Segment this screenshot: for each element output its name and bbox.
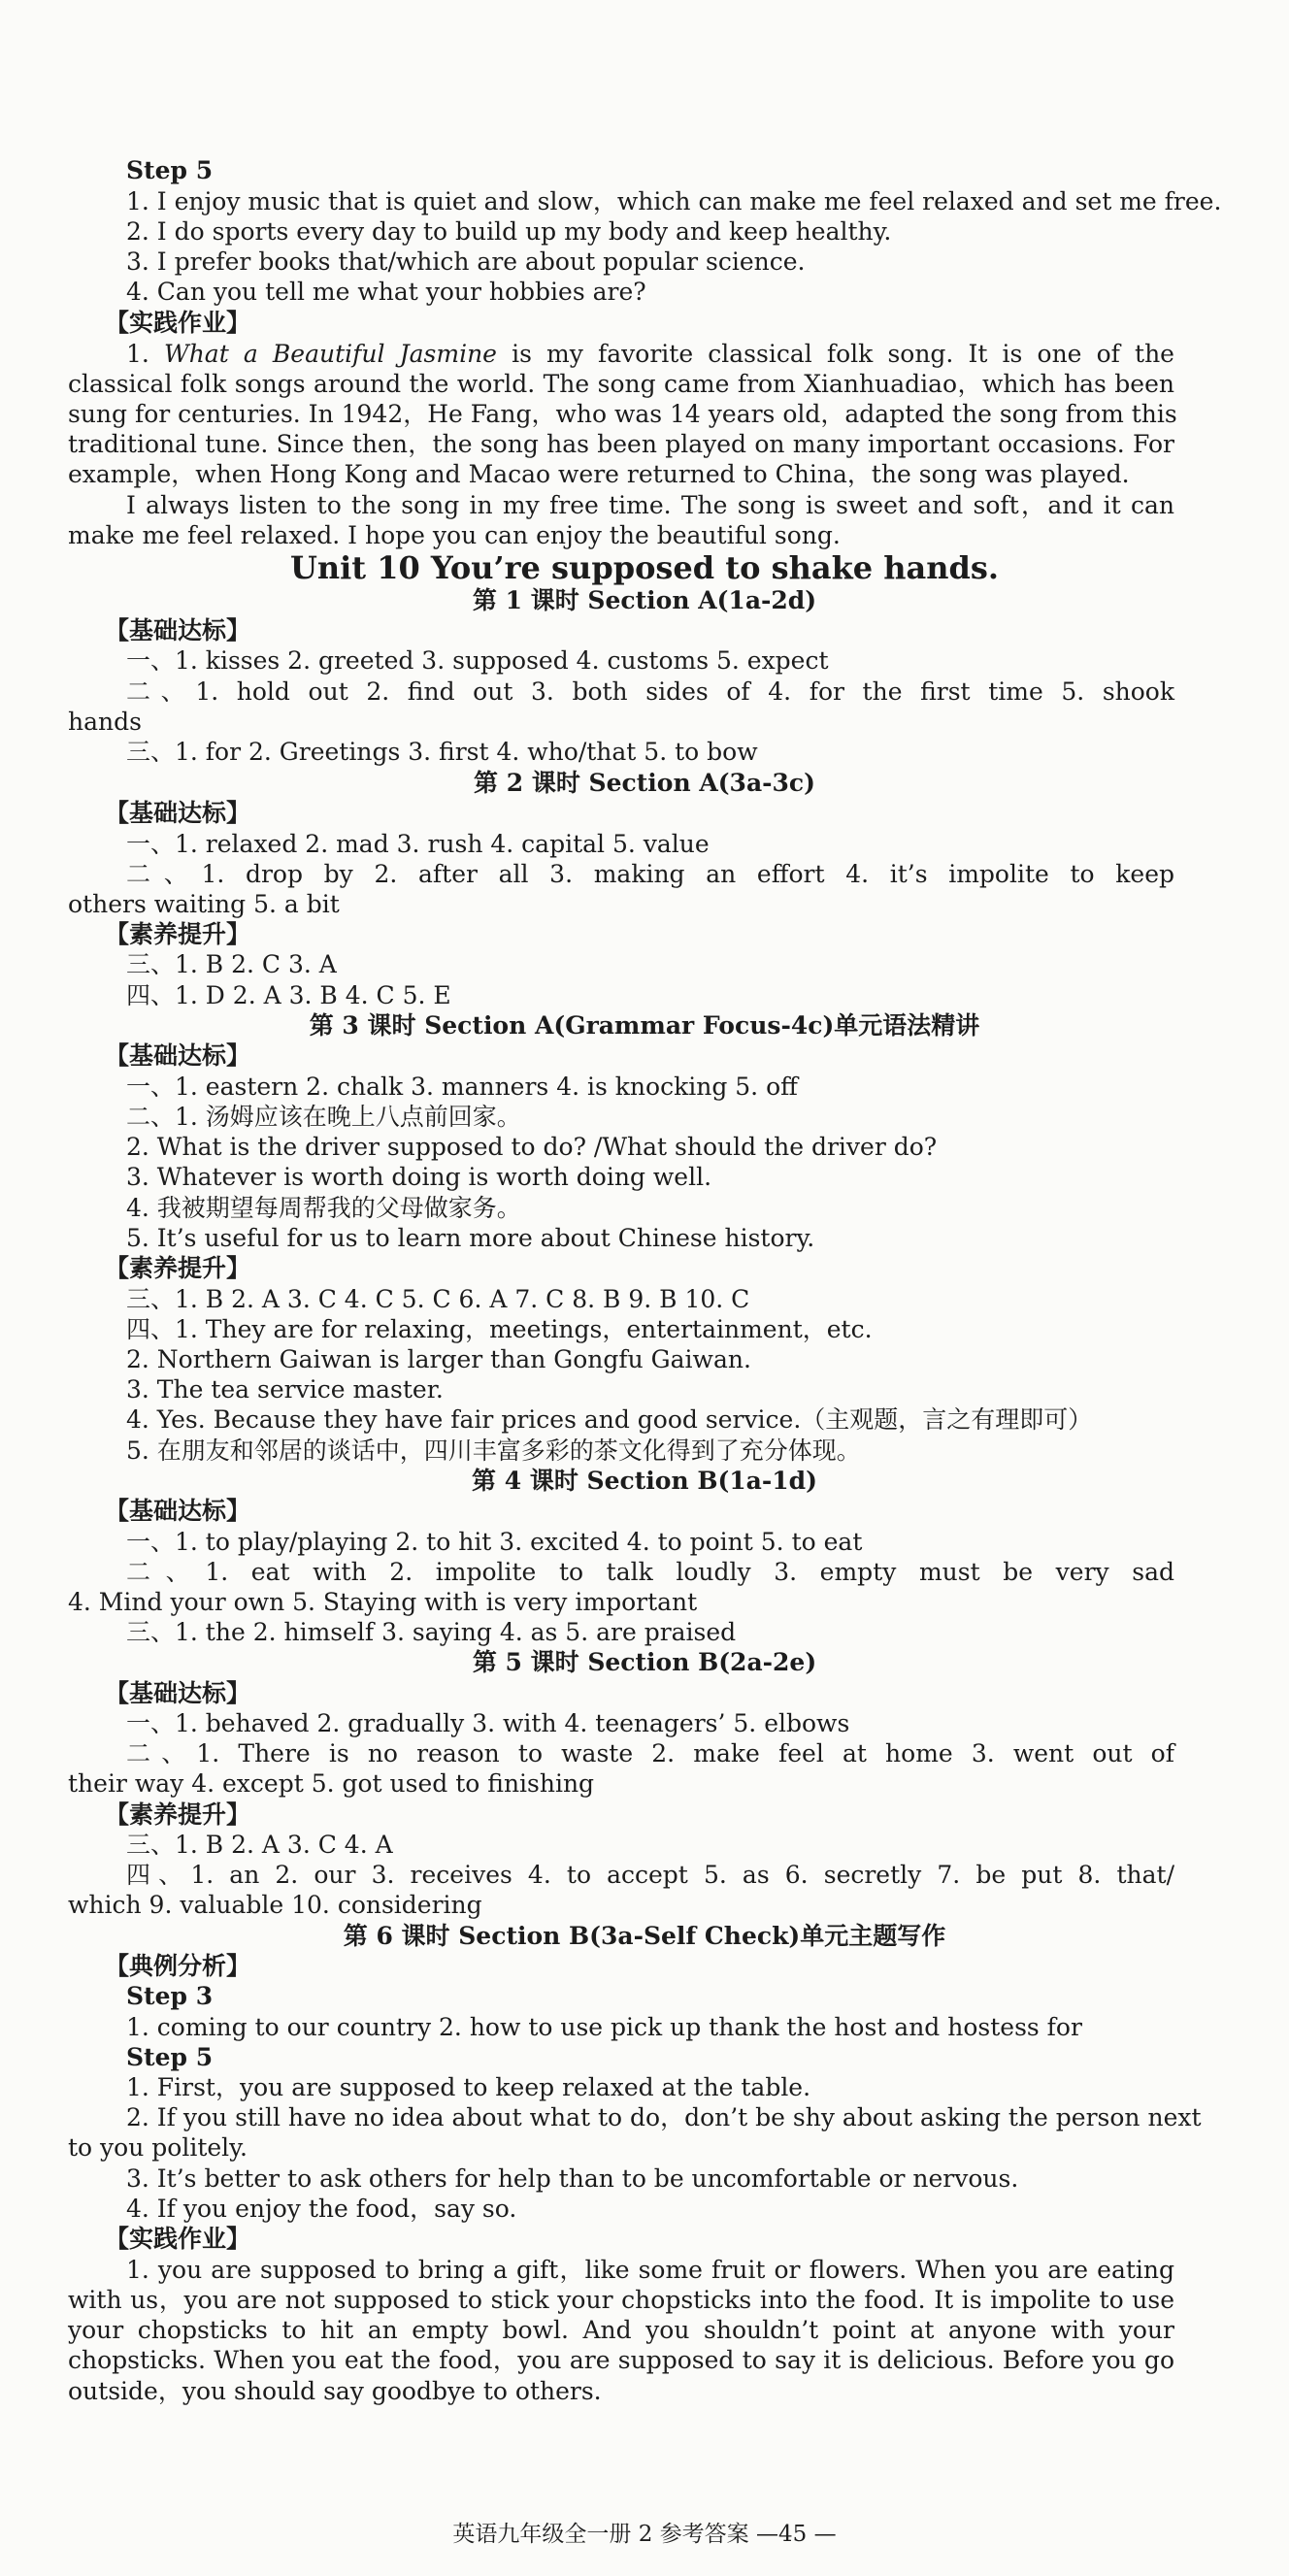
answer-line: others waiting 5. a bit	[68, 890, 340, 918]
answer-line: 2. Northern Gaiwan is larger than Gongfu Gaiwan.	[126, 1345, 751, 1373]
answer-line: 四、1. They are for relaxing，meetings，entertainment，etc.	[126, 1315, 873, 1343]
unit-title: Unit 10 You’re supposed to shake hands.	[289, 549, 1000, 586]
answer-line: outside，you should say goodbye to others.	[68, 2377, 602, 2405]
section-label: 【基础达标】	[105, 616, 251, 644]
answer-line: 3. Whatever is worth doing is worth doing well.	[126, 1163, 712, 1191]
answer-line: 4. Yes. Because they have fair prices and good service.（主观题，言之有理即可）	[126, 1405, 1093, 1434]
answer-line: 三、1. B 2. A 3. C 4. A	[126, 1831, 393, 1859]
section-label: 【素养提升】	[105, 1800, 251, 1829]
answer-line: 3. I prefer books that/which are about popular science.	[126, 248, 806, 276]
answer-line: I always listen to the song in my free time. The song is sweet and soft，and it can	[126, 491, 1174, 519]
answer-line: 三、1. B 2. C 3. A	[126, 950, 337, 978]
answer-line: 四、1. an 2. our 3. receives 4. to accept 5. as 6. secretly 7. be put 8. that/	[126, 1861, 1174, 1889]
answer-line: chopsticks. When you eat the food，you are supposed to say it is delicious. Before you go	[68, 2346, 1174, 2374]
line-prefix: 1.	[126, 340, 164, 368]
answer-line: 4. Can you tell me what your hobbies are?	[126, 278, 646, 306]
lesson-title: 第 2 课时 Section A(3a-3c)	[474, 769, 815, 797]
answer-line: 3. It’s better to ask others for help than to be uncomfortable or nervous.	[126, 2164, 1019, 2193]
section-label: 【素养提升】	[105, 920, 251, 948]
section-label: 【实践作业】	[105, 309, 251, 337]
lesson-title: 第 3 课时 Section A(Grammar Focus-4c)单元语法精讲	[309, 1011, 980, 1040]
answer-line: hands	[68, 708, 142, 736]
section-label: 【典例分析】	[105, 1952, 251, 1980]
answer-line: 4. Mind your own 5. Staying with is very important	[68, 1588, 698, 1616]
answer-line: classical folk songs around the world. The song came from Xianhuadiao，which has been	[68, 370, 1174, 398]
answer-line: 二、1. hold out 2. find out 3. both sides of 4. for the first time 5. shook	[126, 677, 1174, 706]
answer-line: 4. 我被期望每周帮我的父母做家务。	[126, 1194, 521, 1222]
answer-line: 三、1. the 2. himself 3. saying 4. as 5. are praised	[126, 1618, 737, 1646]
answer-line: 四、1. D 2. A 3. B 4. C 5. E	[126, 981, 451, 1009]
step-heading: Step 5	[126, 156, 214, 184]
answer-line: 一、1. relaxed 2. mad 3. rush 4. capital 5. value	[126, 830, 710, 858]
section-label: 【基础达标】	[105, 1679, 251, 1707]
answer-line: sung for centuries. In 1942，He Fang，who was 14 years old，adapted the song from this	[68, 400, 1177, 428]
step-heading: Step 5	[126, 2043, 214, 2071]
answer-line: with us，you are not supposed to stick your chopsticks into the food. It is impolite to use	[68, 2286, 1174, 2314]
answer-line: example，when Hong Kong and Macao were returned to China，the song was played.	[68, 460, 1130, 488]
answer-line: 二、1. drop by 2. after all 3. making an effort 4. it’s impolite to keep	[126, 860, 1174, 888]
answer-line: to you politely.	[68, 2133, 248, 2162]
lesson-title: 第 4 课时 Section B(1a-1d)	[472, 1467, 817, 1495]
answer-line: 一、1. behaved 2. gradually 3. with 4. teenagers’ 5. elbows	[126, 1709, 850, 1737]
lesson-title: 第 1 课时 Section A(1a-2d)	[472, 586, 817, 614]
answer-line: 4. If you enjoy the food，say so.	[126, 2195, 517, 2223]
answer-line: your chopsticks to hit an empty bowl. And you shouldn’t point at anyone with your	[68, 2316, 1174, 2344]
answer-line: 二、1. eat with 2. impolite to talk loudly 3. empty must be very sad	[126, 1558, 1174, 1586]
answer-line	[126, 339, 1174, 369]
step-heading: Step 3	[126, 1982, 214, 2010]
answer-line: 1. you are supposed to bring a gift，like some fruit or flowers. When you are eating	[126, 2256, 1174, 2284]
section-label: 【实践作业】	[105, 2225, 251, 2253]
answer-line: traditional tune. Since then，the song has been played on many important occasions. For	[68, 430, 1174, 458]
answer-line: 三、1. for 2. Greetings 3. first 4. who/that 5. to bow	[126, 738, 758, 766]
answer-line: make me feel relaxed. I hope you can enjoy the beautiful song.	[68, 521, 841, 549]
answer-line: which 9. valuable 10. considering	[68, 1891, 482, 1919]
answer-line: 1. coming to our country 2. how to use pick up thank the host and hostess for	[126, 2013, 1082, 2041]
answer-line: 一、1. eastern 2. chalk 3. manners 4. is knocking 5. off	[126, 1073, 798, 1101]
answer-line: their way 4. except 5. got used to finishing	[68, 1769, 595, 1798]
answer-line: 1. I enjoy music that is quiet and slow，which can make me feel relaxed and set me free.	[126, 187, 1222, 215]
answer-line: 一、1. kisses 2. greeted 3. supposed 4. customs 5. expect	[126, 646, 829, 675]
answer-line: 5. It’s useful for us to learn more about Chinese history.	[126, 1224, 815, 1252]
answer-line: 5. 在朋友和邻居的谈话中，四川丰富多彩的茶文化得到了充分体现。	[126, 1437, 861, 1465]
line-text: is my favorite classical folk song. It is one of the	[496, 340, 1174, 368]
section-label: 【基础达标】	[105, 1497, 251, 1525]
page-footer: 英语九年级全一册 2 参考答案 —45 —	[452, 2522, 837, 2547]
answer-line: 2. If you still have no idea about what to do，don’t be shy about asking the person next	[126, 2103, 1202, 2131]
section-label: 【基础达标】	[105, 799, 251, 827]
answer-line: 二、1. There is no reason to waste 2. make feel at home 3. went out of	[126, 1739, 1174, 1767]
lesson-title: 第 5 课时 Section B(2a-2e)	[472, 1648, 817, 1676]
answer-line: 一、1. to play/playing 2. to hit 3. excited 4. to point 5. to eat	[126, 1528, 863, 1556]
answer-line: 2. I do sports every day to build up my body and keep healthy.	[126, 217, 892, 246]
answer-line: 二、1. 汤姆应该在晚上八点前回家。	[126, 1103, 521, 1131]
lesson-title: 第 6 课时 Section B(3a-Self Check)单元主题写作	[343, 1922, 946, 1950]
answer-line: 2. What is the driver supposed to do? /What should the driver do?	[126, 1133, 938, 1161]
section-label: 【基础达标】	[105, 1041, 251, 1070]
answer-line: 1. First，you are supposed to keep relaxed at the table.	[126, 2073, 811, 2101]
section-label: 【素养提升】	[105, 1254, 251, 1282]
song-title: What a Beautiful Jasmine	[164, 340, 497, 368]
answer-line: 三、1. B 2. A 3. C 4. C 5. C 6. A 7. C 8. B 9. B 10. C	[126, 1285, 750, 1313]
answer-line: 3. The tea service master.	[126, 1375, 444, 1404]
